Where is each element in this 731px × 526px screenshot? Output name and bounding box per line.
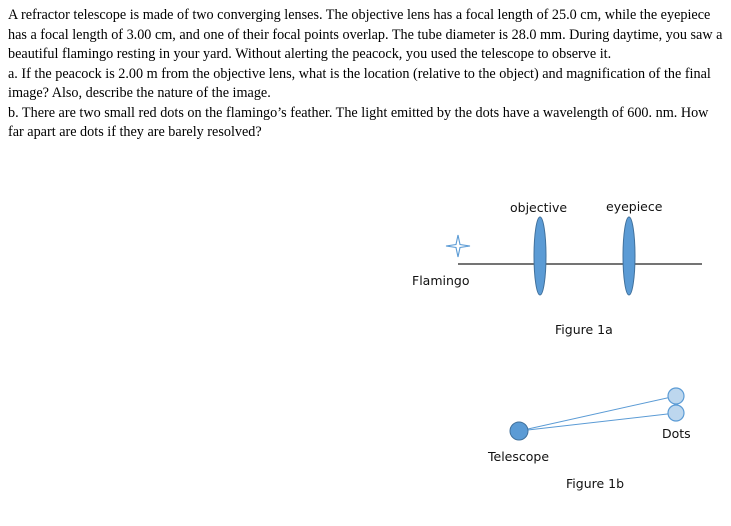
figure-1b-caption: Figure 1b <box>566 476 625 491</box>
dots-label: Dots <box>662 426 691 441</box>
feather-dot-lower <box>668 405 684 421</box>
ray-upper <box>519 396 676 431</box>
figure-1a <box>412 199 702 337</box>
telescope-label: Telescope <box>488 449 550 464</box>
flamingo-star-icon <box>446 235 470 257</box>
question-b: b. There are two small red dots on the flamingo’s feather. The light emitted by the dots have a wavelength of 600. nm. How far apart are dots if they are barely resolved? <box>8 104 709 140</box>
ray-lower <box>519 413 676 431</box>
feather-dot-upper <box>668 388 684 404</box>
problem-intro: A refractor telescope is made of two converging lenses. The objective lens has a focal length of 25.0 cm, while the eyepiece has a focal length of 3.00 cm, and one of their focal points overlap. The tube diameter is 28.0 mm. During daytime, you saw a beautiful flamingo resting in your yard. Without alerting the peacock, you used the telescope to observe it. <box>8 7 723 62</box>
figure-1a-caption: Figure 1a <box>555 322 613 337</box>
question-a: a. If the peacock is 2.00 m from the objective lens, what is the location (relative to the object) and magnification of the final image? Also, describe the nature of the image. <box>8 65 711 101</box>
objective-lens <box>534 217 546 295</box>
objective-label: objective <box>510 200 568 215</box>
flamingo-label: Flamingo <box>412 273 470 288</box>
eyepiece-lens <box>623 217 635 295</box>
figure-1b <box>487 388 691 491</box>
eyepiece-label: eyepiece <box>606 199 663 214</box>
telescope-dot <box>510 422 528 440</box>
